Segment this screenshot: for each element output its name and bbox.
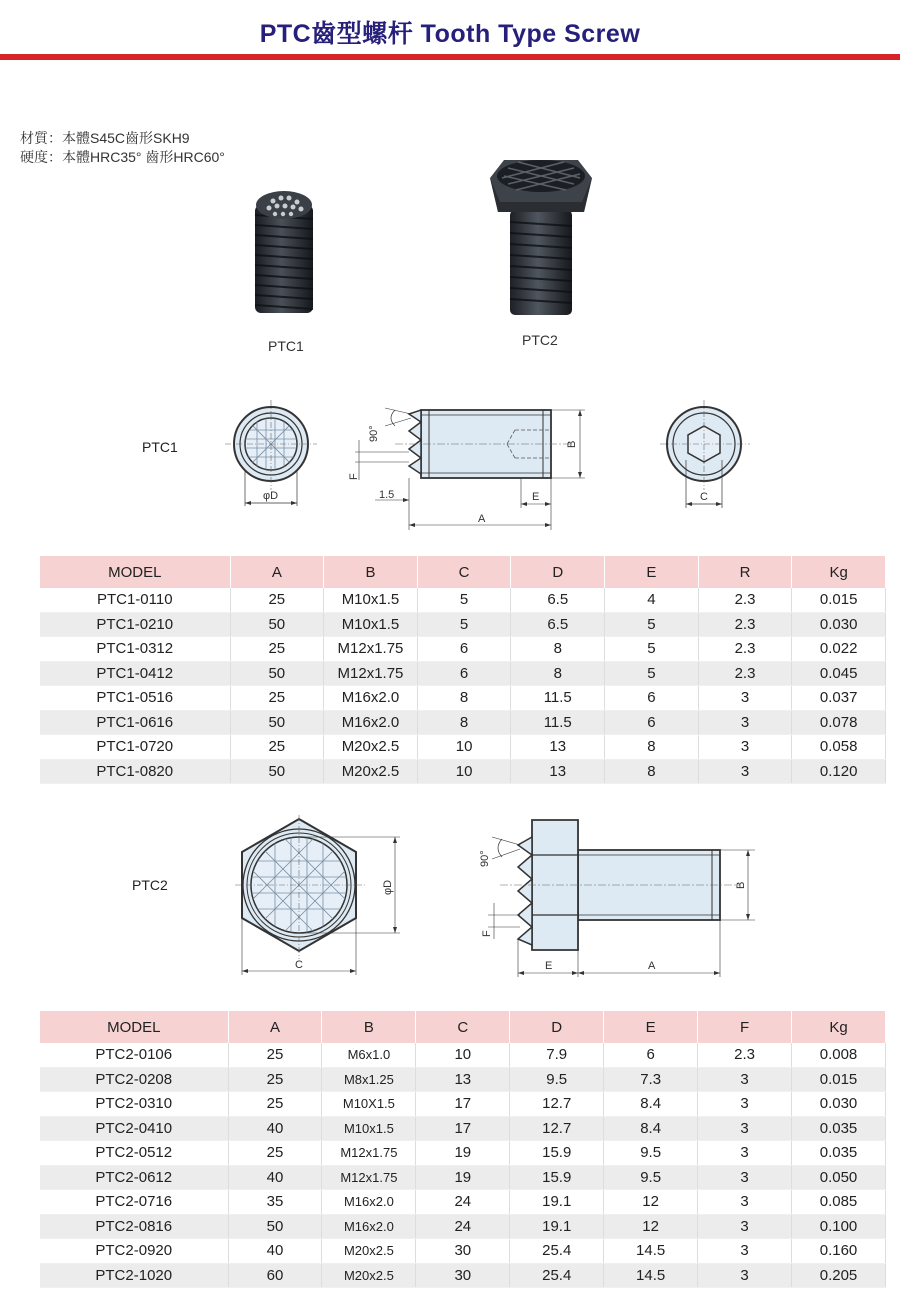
ptc2-dim-b: B [735,881,747,889]
column-header-model: MODEL [40,1011,228,1043]
cell-b: M16x2.0 [324,710,418,735]
cell-model: PTC2-0716 [40,1190,228,1215]
ptc2-photo [486,150,596,320]
cell-c: 8 [417,686,511,711]
cell-d: 15.9 [510,1141,604,1166]
column-header-kg: Kg [792,1011,886,1043]
cell-d: 25.4 [510,1239,604,1264]
cell-a: 50 [228,1214,322,1239]
table-row [40,1141,886,1166]
cell-r: 2.3 [698,637,792,662]
cell-a: 50 [230,759,324,784]
cell-e: 4 [605,588,699,612]
ptc1-photo [245,185,325,320]
cell-kg: 0.078 [792,710,886,735]
cell-a: 40 [228,1116,322,1141]
cell-kg: 0.100 [792,1214,886,1239]
material-spec: 材質：本體S45C齒形SKH9 [20,130,190,146]
ptc1-back-view [660,400,755,515]
ptc1-drawing-label: PTC1 [142,439,178,455]
column-header-c: C [416,1011,510,1043]
cell-e: 8 [605,759,699,784]
cell-d: 8 [511,661,605,686]
cell-a: 25 [230,637,324,662]
cell-kg: 0.160 [792,1239,886,1264]
table-row [40,1116,886,1141]
cell-kg: 0.030 [792,1092,886,1117]
cell-a: 25 [230,588,324,612]
table-row [40,588,886,612]
cell-e: 9.5 [604,1165,698,1190]
table-row [40,1263,886,1288]
cell-b: M8x1.25 [322,1067,416,1092]
cell-a: 25 [228,1141,322,1166]
cell-a: 35 [228,1190,322,1215]
cell-a: 50 [230,612,324,637]
ptc2-front-view [235,815,410,975]
ptc2-dim-d: φD [382,879,394,895]
cell-e: 12 [604,1190,698,1215]
column-header-e: E [605,556,699,588]
title-divider [0,54,900,60]
ptc2-side-view [470,815,760,980]
cell-d: 13 [511,735,605,760]
cell-e: 6 [605,710,699,735]
cell-kg: 0.015 [792,588,886,612]
column-header-e: E [604,1011,698,1043]
cell-a: 25 [228,1043,322,1067]
table-header-row [40,556,886,588]
cell-model: PTC2-0208 [40,1067,228,1092]
cell-c: 30 [416,1239,510,1264]
cell-model: PTC2-0920 [40,1239,228,1264]
cell-c: 24 [416,1214,510,1239]
ptc1-side-view [345,400,590,530]
column-header-kg: Kg [792,556,886,588]
cell-d: 11.5 [511,686,605,711]
cell-model: PTC2-0612 [40,1165,228,1190]
cell-e: 7.3 [604,1067,698,1092]
cell-kg: 0.058 [792,735,886,760]
cell-a: 40 [228,1165,322,1190]
cell-r: 3 [698,735,792,760]
cell-b: M20x2.5 [324,759,418,784]
cell-d: 9.5 [510,1067,604,1092]
cell-d: 12.7 [510,1116,604,1141]
cell-model: PTC1-0312 [40,637,230,662]
cell-r: 3 [698,759,792,784]
cell-model: PTC2-0106 [40,1043,228,1067]
hardness-spec: 硬度：本體HRC35° 齒形HRC60° [20,149,225,165]
cell-f: 3 [698,1092,792,1117]
ptc1-dim-d: φD [263,490,279,502]
cell-kg: 0.050 [792,1165,886,1190]
ptc1-dim-c: C [700,491,708,503]
column-header-r: R [698,556,792,588]
cell-c: 17 [416,1116,510,1141]
cell-model: PTC1-0412 [40,661,230,686]
cell-d: 8 [511,637,605,662]
ptc2-dim-e: E [545,960,553,972]
cell-c: 5 [417,588,511,612]
cell-c: 13 [416,1067,510,1092]
column-header-d: D [511,556,605,588]
cell-b: M16x2.0 [324,686,418,711]
cell-d: 7.9 [510,1043,604,1067]
cell-b: M12x1.75 [324,637,418,662]
column-header-a: A [228,1011,322,1043]
cell-d: 19.1 [510,1190,604,1215]
cell-kg: 0.008 [792,1043,886,1067]
cell-c: 30 [416,1263,510,1288]
cell-model: PTC1-0616 [40,710,230,735]
table-row [40,1043,886,1067]
cell-c: 6 [417,661,511,686]
cell-model: PTC2-0410 [40,1116,228,1141]
cell-b: M10X1.5 [322,1092,416,1117]
cell-model: PTC2-1020 [40,1263,228,1288]
cell-b: M12x1.75 [322,1141,416,1166]
ptc2-drawing-label: PTC2 [132,877,168,893]
column-header-b: B [322,1011,416,1043]
ptc2-dim-c: C [295,959,303,971]
column-header-a: A [230,556,324,588]
ptc2-dim-a: A [648,960,656,972]
cell-model: PTC1-0720 [40,735,230,760]
cell-c: 24 [416,1190,510,1215]
cell-b: M20x2.5 [324,735,418,760]
cell-d: 11.5 [511,710,605,735]
cell-d: 15.9 [510,1165,604,1190]
cell-e: 5 [605,612,699,637]
cell-a: 25 [230,686,324,711]
cell-e: 6 [605,686,699,711]
cell-c: 17 [416,1092,510,1117]
cell-f: 3 [698,1214,792,1239]
column-header-model: MODEL [40,556,230,588]
cell-a: 25 [228,1092,322,1117]
cell-c: 6 [417,637,511,662]
cell-f: 3 [698,1239,792,1264]
cell-model: PTC2-0816 [40,1214,228,1239]
table-row [40,1165,886,1190]
cell-b: M12x1.75 [322,1165,416,1190]
cell-kg: 0.035 [792,1116,886,1141]
table-row [40,612,886,637]
cell-e: 5 [605,661,699,686]
cell-e: 12 [604,1214,698,1239]
table-row [40,686,886,711]
cell-e: 14.5 [604,1263,698,1288]
cell-f: 3 [698,1165,792,1190]
cell-e: 8.4 [604,1092,698,1117]
cell-kg: 0.205 [792,1263,886,1288]
cell-r: 2.3 [698,588,792,612]
cell-b: M6x1.0 [322,1043,416,1067]
cell-e: 6 [604,1043,698,1067]
table-row [40,759,886,784]
cell-e: 8.4 [604,1116,698,1141]
cell-model: PTC1-0110 [40,588,230,612]
cell-kg: 0.037 [792,686,886,711]
cell-b: M10x1.5 [324,588,418,612]
cell-f: 3 [698,1067,792,1092]
cell-model: PTC1-0210 [40,612,230,637]
cell-a: 25 [230,735,324,760]
cell-c: 8 [417,710,511,735]
ptc1-dim-b: B [566,440,578,448]
table-row [40,1190,886,1215]
cell-e: 8 [605,735,699,760]
cell-f: 3 [698,1263,792,1288]
cell-d: 13 [511,759,605,784]
ptc1-dim-f: F [348,473,360,480]
cell-c: 10 [417,759,511,784]
ptc2-dim-angle: 90° [479,850,491,867]
cell-kg: 0.085 [792,1190,886,1215]
cell-kg: 0.015 [792,1067,886,1092]
ptc1-dim-angle: 90° [368,425,380,442]
ptc1-dim-1-5: 1.5 [379,489,395,501]
cell-b: M12x1.75 [324,661,418,686]
cell-c: 5 [417,612,511,637]
table-row [40,1239,886,1264]
cell-kg: 0.035 [792,1141,886,1166]
cell-model: PTC2-0512 [40,1141,228,1166]
cell-model: PTC1-0820 [40,759,230,784]
cell-a: 50 [230,661,324,686]
cell-kg: 0.045 [792,661,886,686]
table-row [40,710,886,735]
ptc1-photo-label: PTC1 [268,338,304,354]
cell-model: PTC2-0310 [40,1092,228,1117]
ptc1-dim-e: E [532,491,540,503]
cell-c: 19 [416,1165,510,1190]
cell-f: 2.3 [698,1043,792,1067]
table-row [40,637,886,662]
cell-b: M20x2.5 [322,1239,416,1264]
cell-kg: 0.030 [792,612,886,637]
cell-r: 2.3 [698,612,792,637]
cell-d: 6.5 [511,612,605,637]
cell-e: 9.5 [604,1141,698,1166]
cell-b: M10x1.5 [324,612,418,637]
cell-f: 3 [698,1141,792,1166]
cell-kg: 0.022 [792,637,886,662]
cell-model: PTC1-0516 [40,686,230,711]
table-row [40,1092,886,1117]
table-row [40,1214,886,1239]
cell-c: 10 [417,735,511,760]
table-row [40,735,886,760]
cell-b: M10x1.5 [322,1116,416,1141]
cell-d: 19.1 [510,1214,604,1239]
cell-b: M16x2.0 [322,1190,416,1215]
column-header-d: D [510,1011,604,1043]
cell-e: 14.5 [604,1239,698,1264]
ptc1-front-view [225,400,325,515]
cell-c: 10 [416,1043,510,1067]
cell-d: 25.4 [510,1263,604,1288]
cell-a: 60 [228,1263,322,1288]
ptc1-spec-table [40,556,886,784]
cell-b: M20x2.5 [322,1263,416,1288]
cell-d: 12.7 [510,1092,604,1117]
cell-kg: 0.120 [792,759,886,784]
cell-c: 19 [416,1141,510,1166]
cell-r: 3 [698,710,792,735]
cell-f: 3 [698,1116,792,1141]
cell-d: 6.5 [511,588,605,612]
cell-b: M16x2.0 [322,1214,416,1239]
cell-r: 2.3 [698,661,792,686]
ptc2-spec-table [40,1011,886,1288]
column-header-c: C [417,556,511,588]
table-row [40,661,886,686]
cell-a: 40 [228,1239,322,1264]
cell-f: 3 [698,1190,792,1215]
cell-r: 3 [698,686,792,711]
ptc2-photo-label: PTC2 [522,332,558,348]
column-header-f: F [698,1011,792,1043]
column-header-b: B [324,556,418,588]
cell-e: 5 [605,637,699,662]
cell-a: 25 [228,1067,322,1092]
page-title: PTC齒型螺杆 Tooth Type Screw [259,20,641,48]
ptc2-dim-f: F [481,930,493,937]
table-header-row [40,1011,886,1043]
table-row [40,1067,886,1092]
ptc1-dim-a: A [478,513,486,525]
cell-a: 50 [230,710,324,735]
